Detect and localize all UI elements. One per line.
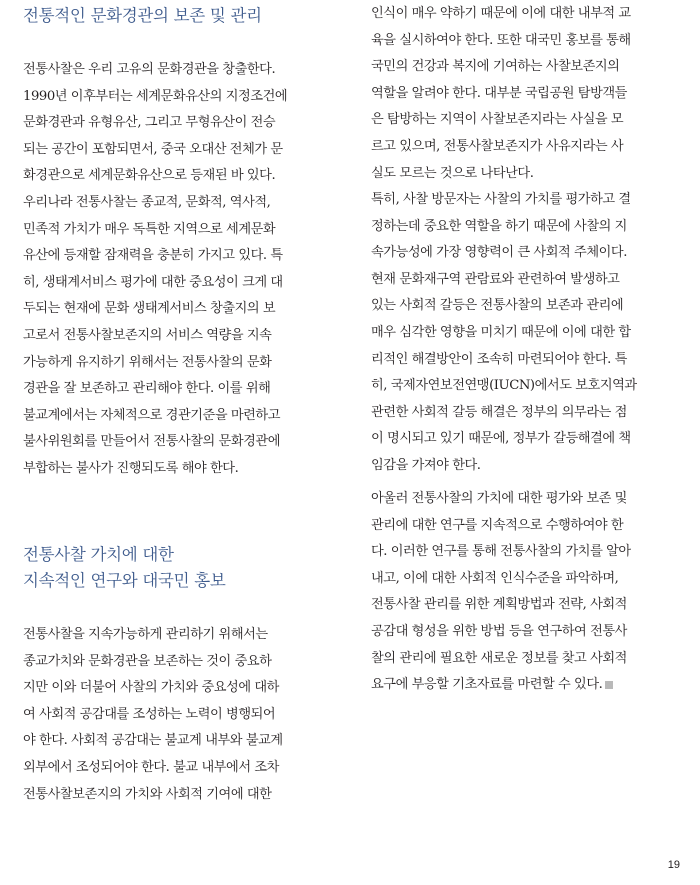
paragraph-cultural-landscape bbox=[23, 57, 287, 483]
text-line: 1990년 이후부터는 세계문화유산의 지정조건에 bbox=[23, 88, 288, 104]
text-line: 경관을 잘 보존하고 관리해야 한다. 이를 위해 bbox=[23, 381, 271, 397]
text-line: 르고 있으며, 전통사찰보존지가 사유지라는 사 bbox=[371, 138, 624, 154]
page-number: 19 bbox=[667, 859, 680, 871]
text-line: 문화경관과 유형유산, 그리고 무형유산이 전승 bbox=[23, 115, 276, 131]
text-line: 유산에 등재할 잠재력을 충분히 가지고 있다. 특 bbox=[23, 248, 283, 264]
text-line: 현재 문화재구역 관람료와 관련하여 발생하고 bbox=[371, 271, 620, 287]
text-line: 종교가치와 문화경관을 보존하는 것이 중요하 bbox=[23, 653, 272, 669]
section-heading-research bbox=[23, 542, 226, 594]
text-line: 실도 모르는 것으로 나타난다. bbox=[371, 165, 534, 181]
heading-line-2: 지속적인 연구와 대국민 홍보 bbox=[23, 571, 226, 590]
text-line: 찰의 관리에 필요한 새로운 정보를 찾고 사회적 bbox=[371, 650, 627, 666]
text-line: 되는 공간이 포함되면서, 중국 오대산 전체가 문 bbox=[23, 141, 283, 157]
text-line: 임감을 가져야 한다. bbox=[371, 457, 481, 473]
text-line: 불교계에서는 자체적으로 경관기준을 마련하고 bbox=[23, 407, 281, 423]
text-line: 리적인 해결방안이 조속히 마련되어야 한다. 특 bbox=[371, 351, 627, 367]
text-line: 다. 이러한 연구를 통해 전통사찰의 가치를 알아 bbox=[371, 544, 631, 560]
heading-line-1: 전통사찰 가치에 대한 bbox=[23, 545, 174, 564]
text-line: 고로서 전통사찰보존지의 서비스 역량을 지속 bbox=[23, 327, 272, 343]
text-line: 속가능성에 가장 영향력이 큰 사회적 주체이다. bbox=[371, 245, 627, 261]
text-line: 전통사찰을 지속가능하게 관리하기 위해서는 bbox=[23, 627, 268, 642]
text-line: 외부에서 조성되어야 한다. 불교 내부에서 조차 bbox=[23, 759, 279, 775]
text-line: 야 한다. 사회적 공감대는 불교계 내부와 불교계 bbox=[23, 733, 283, 749]
text-line-last bbox=[371, 672, 631, 699]
text-line: 전통사찰보존지의 가치와 사회적 기여에 대한 bbox=[23, 786, 272, 802]
text-line: 역할을 알려야 한다. 대부분 국립공원 탐방객들 bbox=[371, 85, 627, 101]
text-line: 있는 사회적 갈등은 전통사찰의 보존과 관리에 bbox=[371, 298, 624, 314]
text-line: 화경관으로 세계문화유산으로 등재된 바 있다. bbox=[23, 168, 276, 184]
text-line: 우리나라 전통사찰는 종교적, 문화적, 역사적, bbox=[23, 194, 271, 210]
paragraph-social-consensus bbox=[23, 622, 283, 808]
text-line: 내고, 이에 대한 사회적 인식수준을 파악하며, bbox=[371, 570, 619, 586]
text-line: 인식이 매우 약하기 때문에 이에 대한 내부적 교 bbox=[371, 6, 631, 21]
paragraph-visitors-conflict bbox=[371, 187, 637, 480]
section-heading-preservation: 전통적인 문화경관의 보존 및 관리 bbox=[23, 6, 262, 25]
text-line: 두되는 현재에 문화 생태계서비스 창출지의 보 bbox=[23, 301, 276, 317]
end-of-article-square-icon bbox=[605, 681, 613, 689]
text-line: 전통사찰은 우리 고유의 문화경관을 창출한다. bbox=[23, 62, 276, 77]
text-line: 공감대 형성을 위한 방법 등을 연구하여 전통사 bbox=[371, 623, 627, 639]
text-line: 가능하게 유지하기 위해서는 전통사찰의 문화 bbox=[23, 354, 272, 370]
text-line: 히, 국제자연보전연맹(IUCN)에서도 보호지역과 bbox=[371, 378, 637, 394]
paragraph-public-awareness bbox=[371, 1, 631, 187]
text-line: 여 사회적 공감대를 조성하는 노력이 병행되어 bbox=[23, 706, 276, 722]
text-line: 히, 생태계서비스 평가에 대한 중요성이 크게 대 bbox=[23, 274, 283, 290]
text-line: 민족적 가치가 매우 독특한 지역으로 세계문화 bbox=[23, 221, 276, 237]
text-line-content: 요구에 부응할 기초자료를 마련할 수 있다. bbox=[371, 677, 603, 693]
text-line: 관리에 대한 연구를 지속적으로 수행하여야 한 bbox=[371, 517, 624, 533]
text-line: 불사위원회를 만들어서 전통사찰의 문화경관에 bbox=[23, 434, 281, 450]
text-line: 관련한 사회적 갈등 해결은 정부의 의무라는 점 bbox=[371, 404, 627, 420]
text-line: 부합하는 불사가 진행되도록 해야 한다. bbox=[23, 460, 239, 476]
text-line: 이 명시되고 있기 때문에, 정부가 갈등해결에 책 bbox=[371, 431, 631, 447]
text-line: 특히, 사찰 방문자는 사찰의 가치를 평가하고 결 bbox=[371, 192, 631, 207]
paragraph-continued-research bbox=[371, 486, 631, 699]
text-line: 은 탐방하는 지역이 사찰보존지라는 사실을 모 bbox=[371, 112, 624, 128]
text-line: 육을 실시하여야 한다. 또한 대국민 홍보를 통해 bbox=[371, 32, 631, 48]
text-line: 아울러 전통사찰의 가치에 대한 평가와 보존 및 bbox=[371, 491, 627, 506]
text-line: 국민의 건강과 복지에 기여하는 사찰보존지의 bbox=[371, 59, 620, 75]
text-line: 지만 이와 더불어 사찰의 가치와 중요성에 대하 bbox=[23, 680, 279, 696]
text-line: 매우 심각한 영향을 미치기 때문에 이에 대한 합 bbox=[371, 324, 631, 340]
text-line: 전통사찰 관리를 위한 계획방법과 전략, 사회적 bbox=[371, 597, 627, 613]
text-line: 정하는데 중요한 역할을 하기 때문에 사찰의 지 bbox=[371, 218, 627, 234]
